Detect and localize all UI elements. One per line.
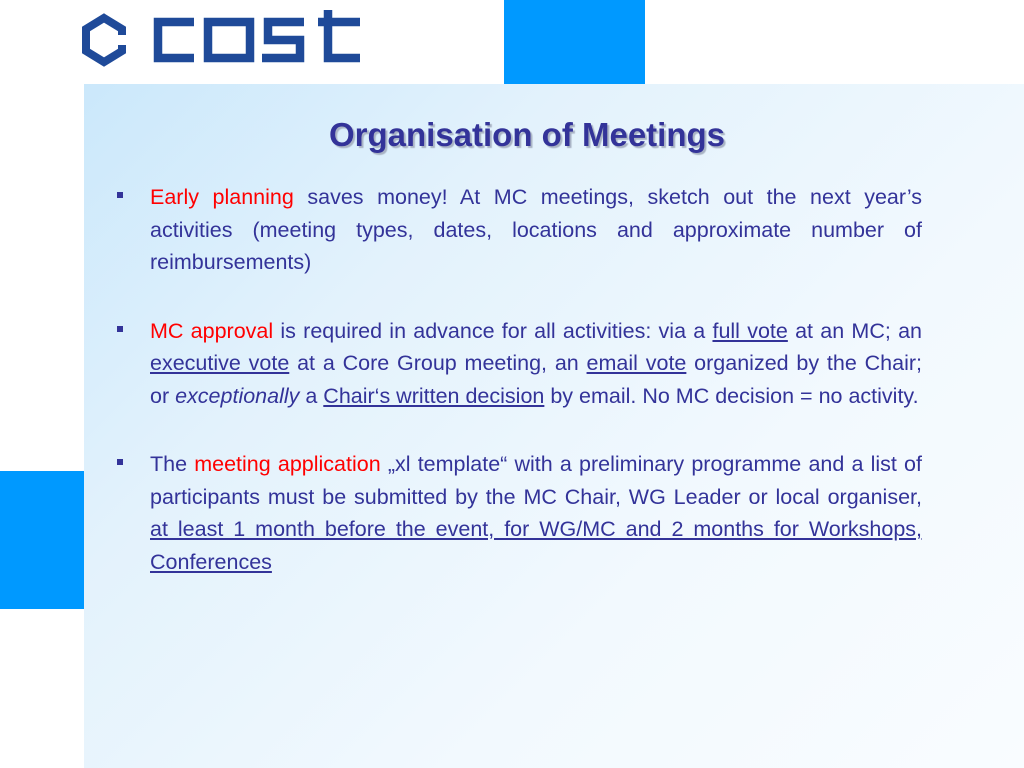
body-text: saves money! At MC meetings, sketch out the next year’s activities (meeting types, dates, locations and approximate number of reimbursements) xyxy=(150,185,922,274)
accent-block-top xyxy=(504,0,645,84)
highlight-text: Early planning xyxy=(150,185,294,209)
bullet-text xyxy=(150,448,922,578)
accent-block-left xyxy=(0,471,84,609)
bullet-text xyxy=(150,181,922,279)
body-text: a xyxy=(299,383,324,408)
slide-title: Organisation of Meetings xyxy=(328,116,726,153)
bullet-list xyxy=(110,181,922,614)
underlined-text: email vote xyxy=(586,351,687,375)
body-text: at an MC; an xyxy=(787,318,922,343)
square-bullet-icon xyxy=(117,459,123,465)
body-text: „xl template“ with a preliminary programme and a list of participants must be submitted by the MC Chair, WG Leader or local organiser, xyxy=(150,452,922,509)
italic-text: exceptionally xyxy=(175,383,300,408)
highlight-text: meeting application xyxy=(194,452,381,476)
body-text: organized by the Chair; or xyxy=(150,351,922,408)
highlight-text: MC approval xyxy=(150,318,274,343)
bullet-item xyxy=(110,448,922,578)
underlined-text: executive vote xyxy=(150,351,290,375)
body-text: is required in advance for all activities: via a xyxy=(273,318,713,343)
square-bullet-icon xyxy=(117,192,123,198)
bullet-item xyxy=(110,315,922,413)
body-text: at a Core Group meeting, an xyxy=(289,351,587,375)
cost-logo xyxy=(72,10,372,70)
body-text: The xyxy=(150,452,195,476)
underlined-text: Chair‘s written decision xyxy=(323,383,545,408)
square-bullet-icon xyxy=(117,326,123,332)
underlined-text: at least 1 month before the event, for WG/MC and 2 months for Workshops, Conferences xyxy=(150,517,922,574)
body-text: by email. No MC decision = no activity. xyxy=(544,383,919,408)
underlined-text: full vote xyxy=(712,318,788,343)
bullet-item xyxy=(110,181,922,279)
bullet-text xyxy=(150,315,922,413)
